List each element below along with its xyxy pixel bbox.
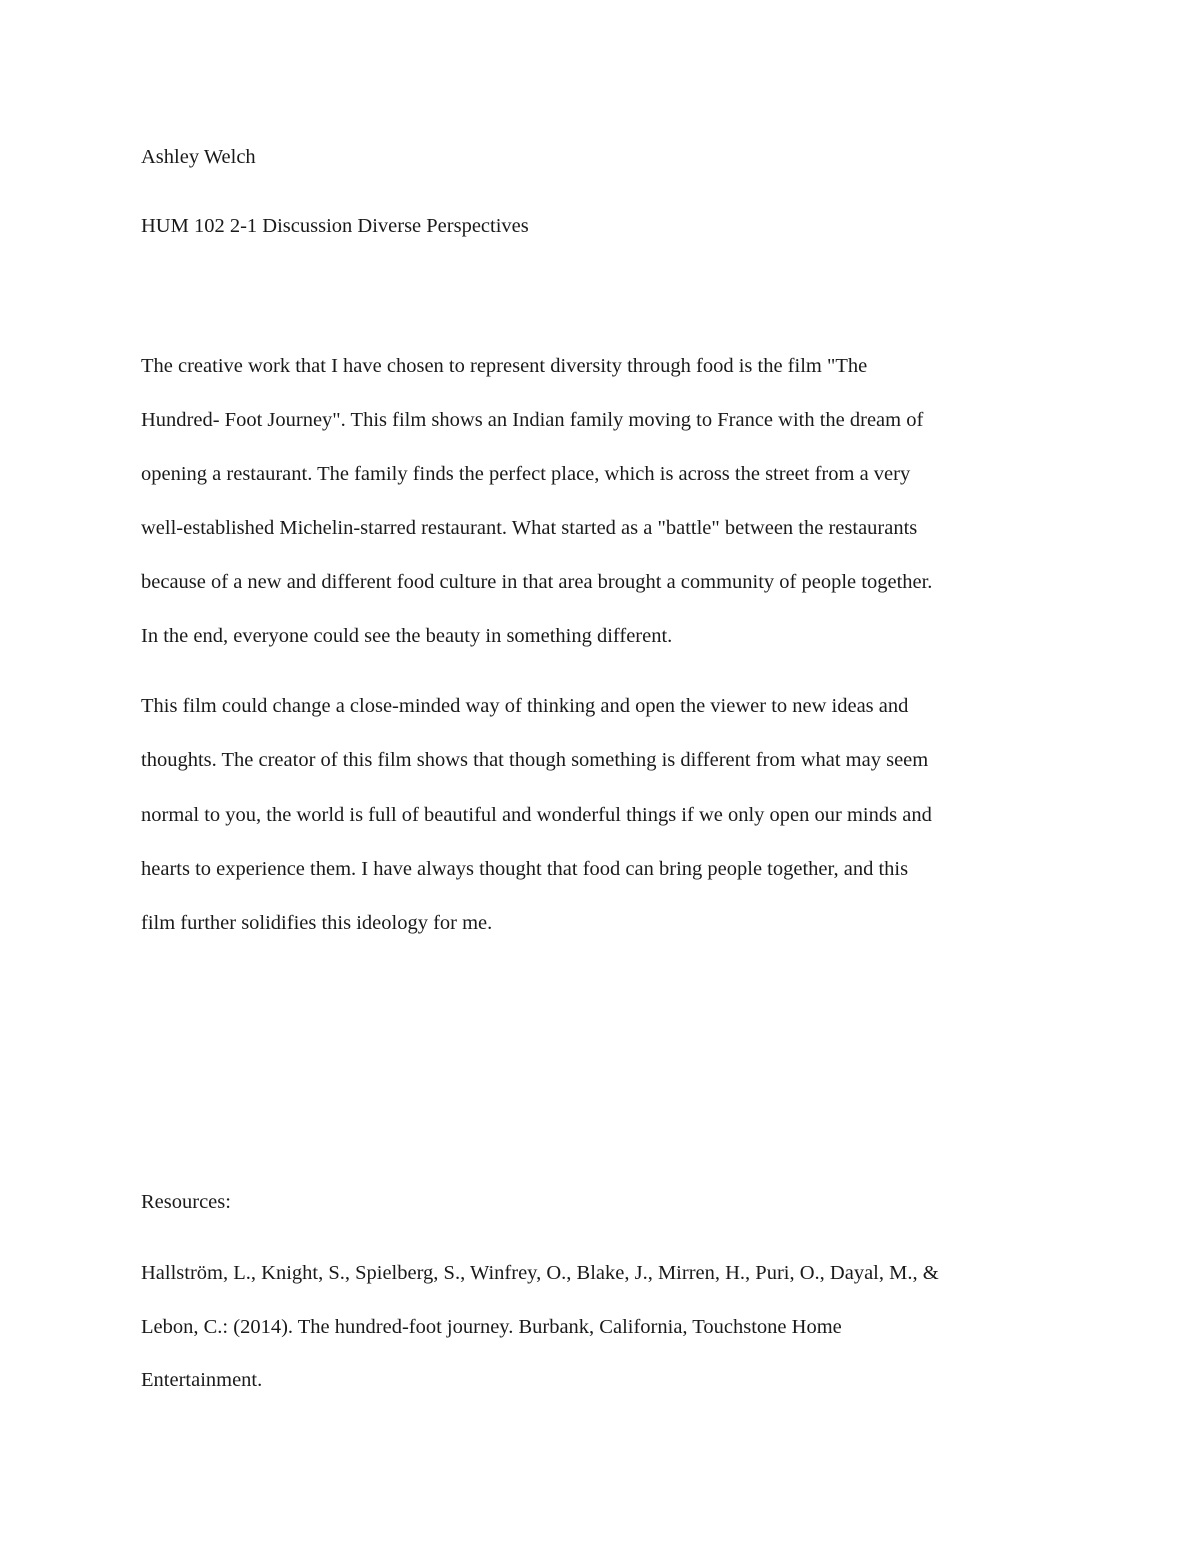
- paragraph-line: because of a new and different food culture in that area brought a community of people together.: [141, 571, 933, 593]
- paragraph-line: well-established Michelin-starred restaurant. What started as a "battle" between the restaurants: [141, 517, 918, 539]
- paragraph-line: opening a restaurant. The family finds the perfect place, which is across the street from a very: [141, 463, 911, 485]
- paragraph-line: In the end, everyone could see the beauty in something different.: [141, 625, 673, 647]
- paragraph-line: hearts to experience them. I have always thought that food can bring people together, and this: [141, 858, 909, 880]
- paragraph-line: thoughts. The creator of this film shows that though something is different from what may seem: [141, 749, 929, 771]
- author-name: Ashley Welch: [141, 146, 256, 168]
- paragraph-line: normal to you, the world is full of beautiful and wonderful things if we only open our minds and: [141, 804, 932, 826]
- paragraph-line: Hundred- Foot Journey". This film shows an Indian family moving to France with the dream of: [141, 409, 924, 431]
- citation-line: Entertainment.: [141, 1369, 263, 1391]
- paragraph-line: film further solidifies this ideology for me.: [141, 912, 493, 934]
- citation-line: Hallström, L., Knight, S., Spielberg, S., Winfrey, O., Blake, J., Mirren, H., Puri, O., Dayal, M., &: [141, 1262, 939, 1284]
- course-title: HUM 102 2-1 Discussion Diverse Perspectives: [141, 215, 529, 237]
- resources-heading: Resources:: [141, 1191, 231, 1213]
- paragraph-line: The creative work that I have chosen to represent diversity through food is the film "The: [141, 355, 868, 377]
- citation-line: Lebon, C.: (2014). The hundred-foot journey. Burbank, California, Touchstone Home: [141, 1316, 842, 1338]
- paragraph-line: This film could change a close-minded way of thinking and open the viewer to new ideas and: [141, 695, 909, 717]
